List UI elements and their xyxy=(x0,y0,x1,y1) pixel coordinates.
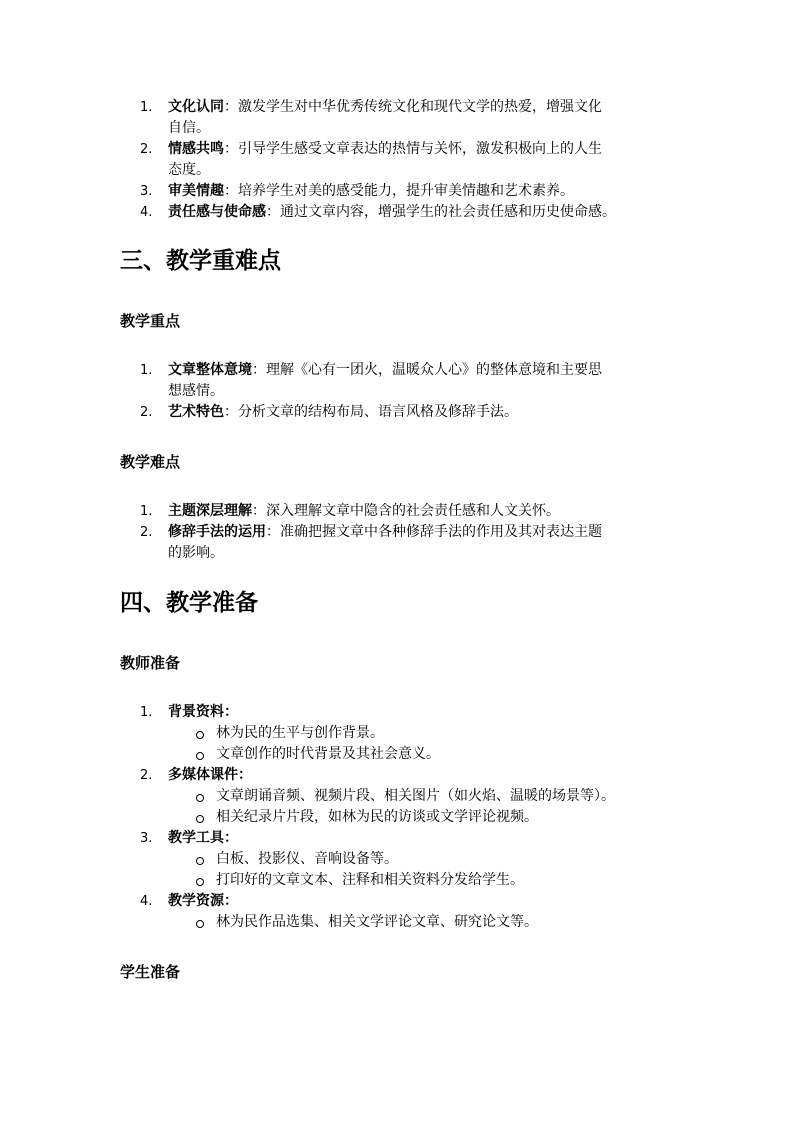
sub-item-text: 林为民的生平与创作背景。 xyxy=(216,725,384,741)
item-label: 教学工具 xyxy=(168,830,224,846)
item-number: 3. xyxy=(140,831,153,846)
subheading-teacher-prep: 教师准备 xyxy=(120,654,181,672)
item-text-cont: 想感情。 xyxy=(168,383,224,399)
bullet-circle-icon xyxy=(196,731,204,739)
sub-list-item xyxy=(168,870,750,891)
item-text: ：通过文章内容，增强学生的社会责任感和历史使命感。 xyxy=(266,204,616,220)
item-number: 1. xyxy=(140,100,153,115)
subheading-difficult-points: 教学难点 xyxy=(120,453,181,471)
item-number: 2. xyxy=(140,768,153,783)
list-item xyxy=(120,181,740,202)
item-text: ：分析文章的结构布局、语言风格及修辞手法。 xyxy=(224,404,518,420)
item-label: 文章整体意境 xyxy=(168,362,252,378)
item-text-cont: 自信。 xyxy=(168,120,210,136)
sub-list-item xyxy=(168,807,750,828)
item-number: 1. xyxy=(140,504,153,519)
bullet-circle-icon xyxy=(196,878,204,886)
item-text-cont: 态度。 xyxy=(168,162,210,178)
sub-list-item xyxy=(168,849,750,870)
sub-item-text: 白板、投影仪、音响设备等。 xyxy=(216,851,398,867)
key-points-list xyxy=(120,360,740,423)
item-label-colon: ： xyxy=(224,704,238,720)
bullet-circle-icon xyxy=(196,815,204,823)
item-text: ：准确把握文章中各种修辞手法的作用及其对表达主题 xyxy=(266,524,602,540)
item-text-cont: 的影响。 xyxy=(168,545,224,561)
sub-item-text: 文章朗诵音频、视频片段、相关图片（如火焰、温暖的场景等）。 xyxy=(216,788,615,804)
item-label: 情感共鸣 xyxy=(168,141,224,157)
item-label: 审美情趣 xyxy=(168,183,224,199)
item-number: 1. xyxy=(140,363,153,378)
difficult-points-list xyxy=(120,501,740,564)
item-number: 2. xyxy=(140,525,153,540)
list-item xyxy=(120,202,740,223)
list-item xyxy=(120,97,740,139)
list-item xyxy=(120,702,750,765)
item-text: ：培养学生对美的感受能力，提升审美情趣和艺术素养。 xyxy=(224,183,574,199)
subheading-student-prep: 学生准备 xyxy=(120,963,181,981)
list-item xyxy=(120,828,750,891)
list-item xyxy=(120,360,740,402)
item-label-colon: ： xyxy=(224,830,238,846)
item-text: ：引导学生感受文章表达的热情与关怀，激发积极向上的人生 xyxy=(224,141,602,157)
list-item xyxy=(120,522,740,564)
section-title-preparation: 四、教学准备 xyxy=(120,590,258,616)
subheading-key-points: 教学重点 xyxy=(120,312,181,330)
bullet-circle-icon xyxy=(196,857,204,865)
item-text: ：深入理解文章中隐含的社会责任感和人文关怀。 xyxy=(252,503,560,519)
emotion-goals-section xyxy=(120,97,740,223)
sub-list-item xyxy=(168,912,750,933)
item-label: 修辞手法的运用 xyxy=(168,524,266,540)
item-label-colon: ： xyxy=(238,767,252,783)
bullet-circle-icon xyxy=(196,794,204,802)
bullet-circle-icon xyxy=(196,752,204,760)
sub-list-item xyxy=(168,786,750,807)
list-item xyxy=(120,501,740,522)
sub-list xyxy=(168,723,750,765)
item-number: 4. xyxy=(140,894,153,909)
item-label-colon: ： xyxy=(224,893,238,909)
list-item xyxy=(120,402,740,423)
item-label: 教学资源 xyxy=(168,893,224,909)
item-label: 主题深层理解 xyxy=(168,503,252,519)
sub-item-text: 林为民作品选集、相关文学评论文章、研究论文等。 xyxy=(216,914,538,930)
sub-item-text: 打印好的文章文本、注释和相关资料分发给学生。 xyxy=(216,872,524,888)
list-item xyxy=(120,891,750,933)
item-label: 责任感与使命感 xyxy=(168,204,266,220)
sub-list-item xyxy=(168,723,750,744)
item-label: 艺术特色 xyxy=(168,404,224,420)
item-number: 2. xyxy=(140,405,153,420)
list-item xyxy=(120,765,750,828)
list-item xyxy=(120,139,740,181)
item-label: 背景资料 xyxy=(168,704,224,720)
item-number: 3. xyxy=(140,184,153,199)
sub-list xyxy=(168,912,750,933)
teacher-prep-list xyxy=(120,702,750,933)
item-label: 文化认同 xyxy=(168,99,224,115)
bullet-circle-icon xyxy=(196,920,204,928)
sub-item-text: 相关纪录片片段，如林为民的访谈或文学评论视频。 xyxy=(216,809,538,825)
item-text: ：理解《心有一团火，温暖众人心》的整体意境和主要思 xyxy=(252,362,602,378)
item-label: 多媒体课件 xyxy=(168,767,238,783)
sub-list xyxy=(168,786,750,828)
sub-list xyxy=(168,849,750,891)
sub-list-item xyxy=(168,744,750,765)
section-title-key-difficult: 三、教学重难点 xyxy=(120,248,281,274)
item-number: 1. xyxy=(140,705,153,720)
sub-item-text: 文章创作的时代背景及其社会意义。 xyxy=(216,746,440,762)
item-number: 2. xyxy=(140,142,153,157)
item-text: ：激发学生对中华优秀传统文化和现代文学的热爱，增强文化 xyxy=(224,99,602,115)
item-number: 4. xyxy=(140,205,153,220)
